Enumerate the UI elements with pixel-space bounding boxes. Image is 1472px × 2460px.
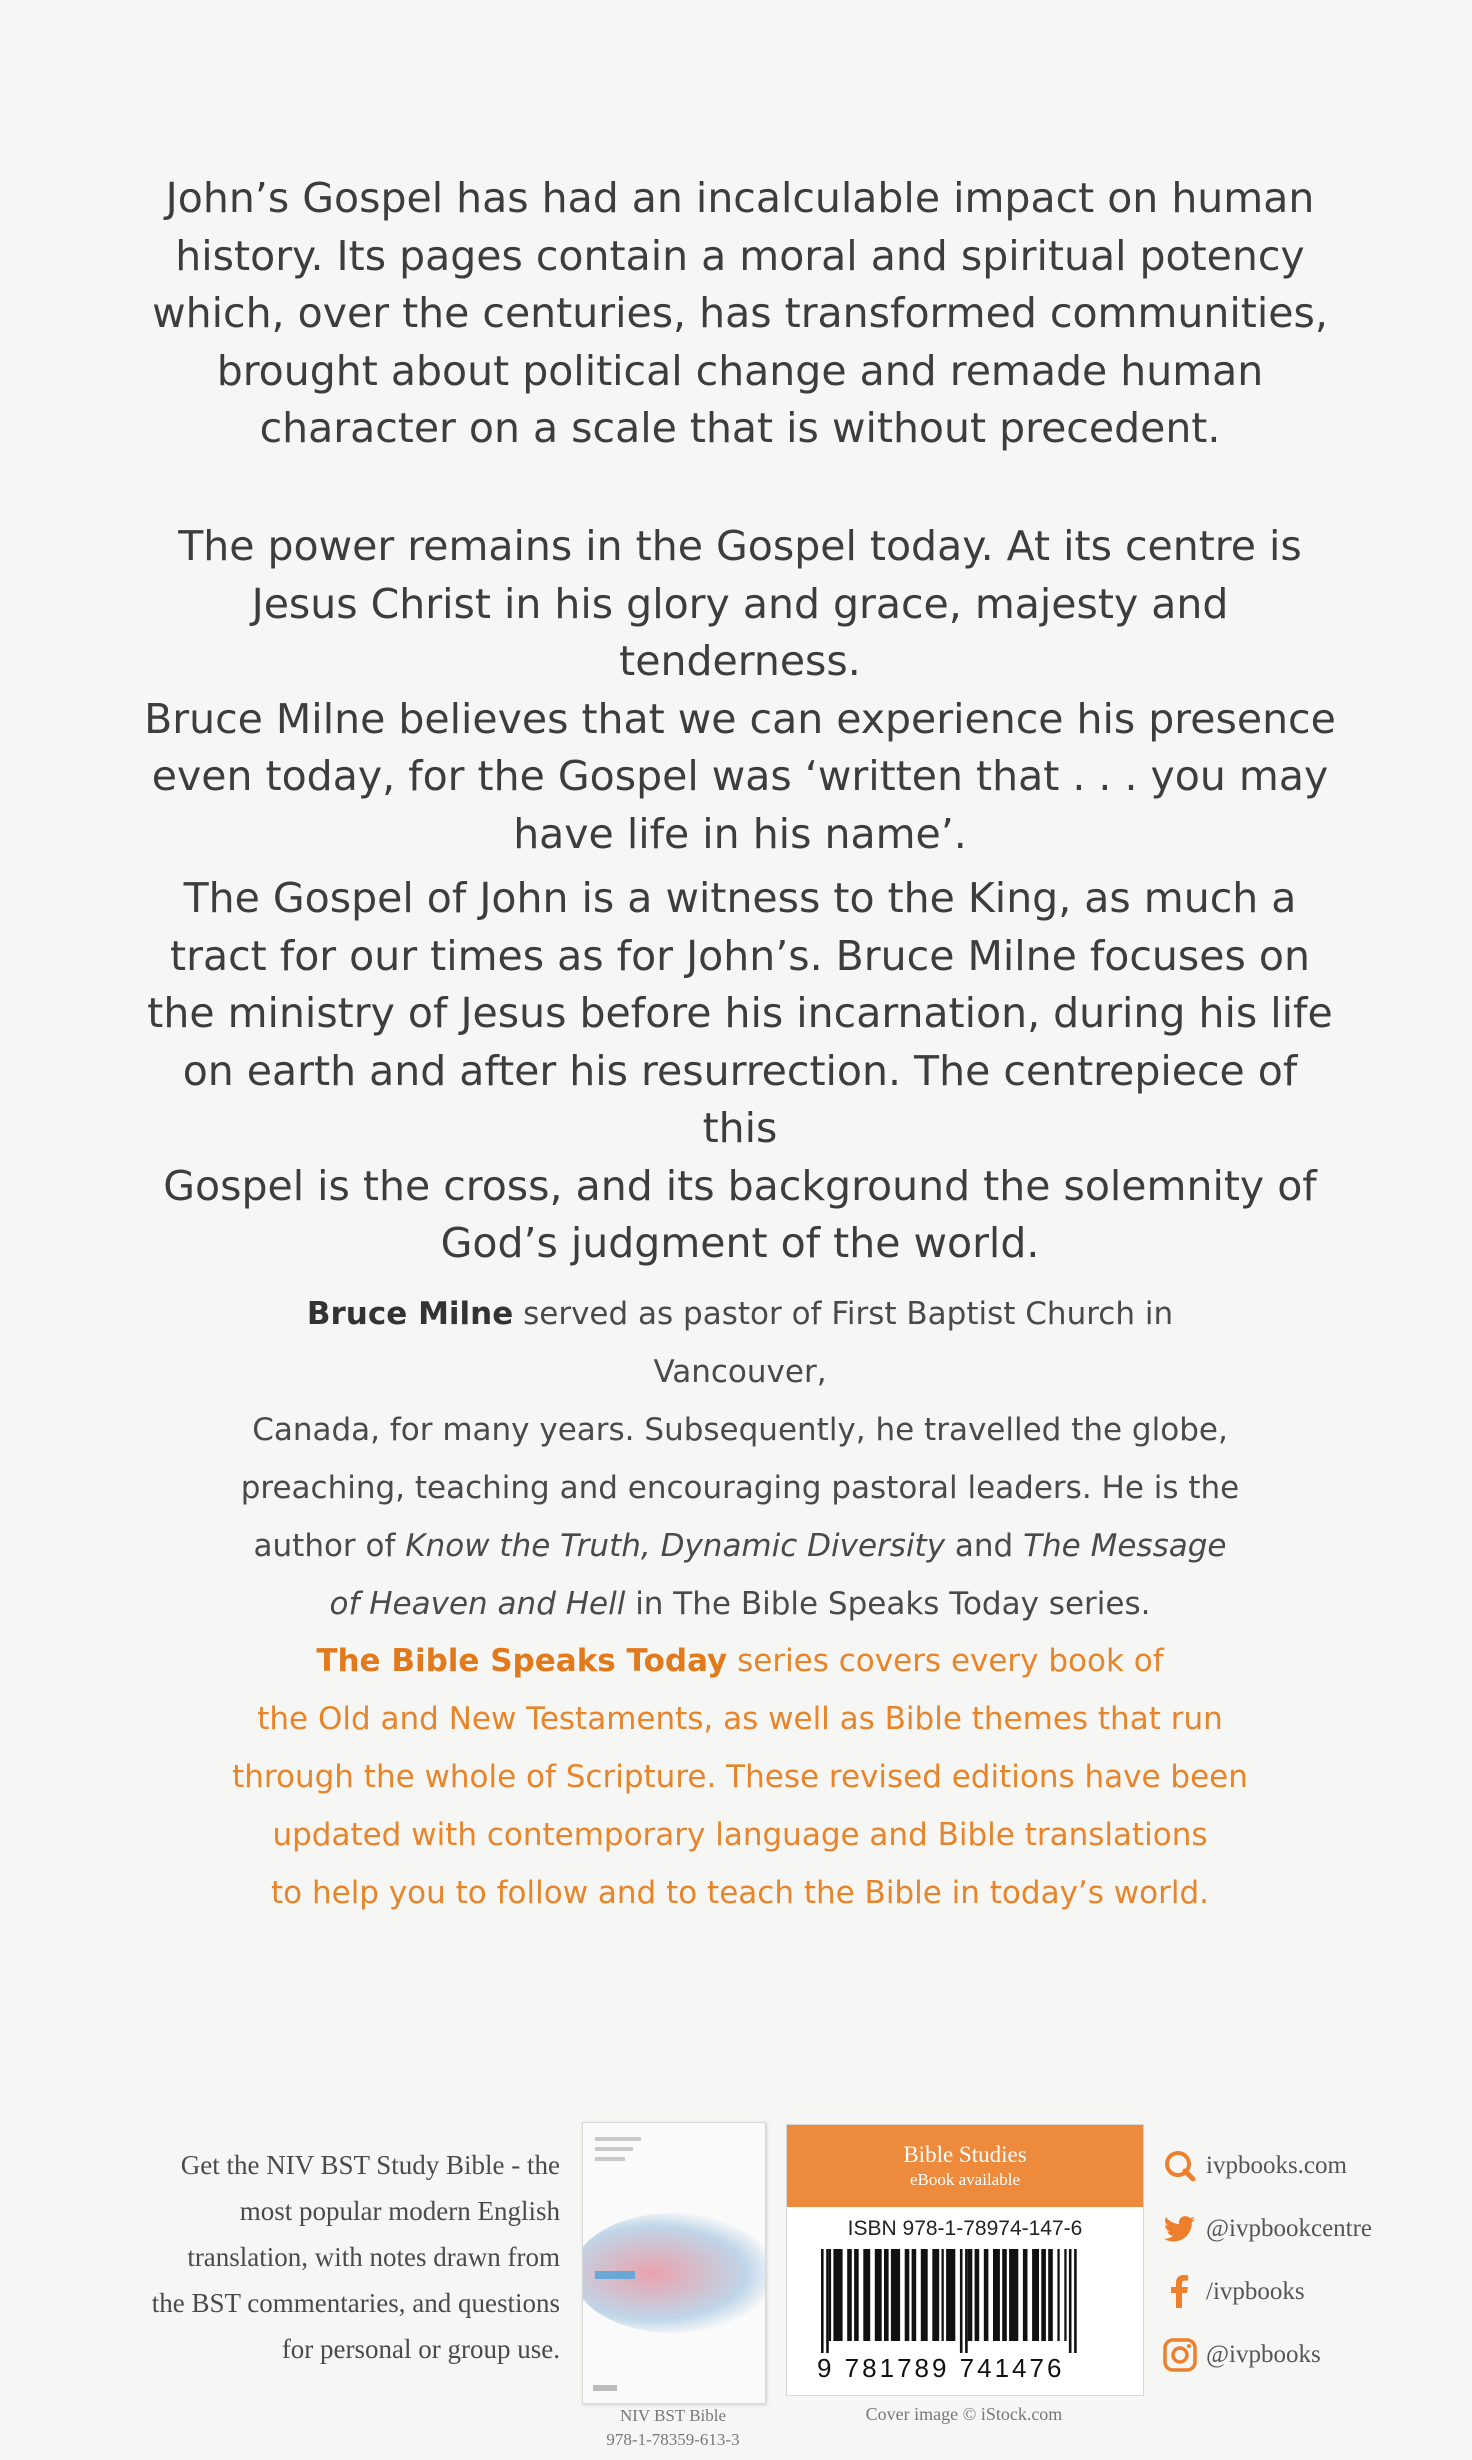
blurb-paragraph-3: [140, 870, 1340, 1273]
book-title: The Message: [1023, 1528, 1227, 1564]
isbn-barcode-box: [786, 2124, 1144, 2396]
bio-text: and: [945, 1528, 1024, 1564]
series-text: through the whole of Scripture. These revised editions have been: [232, 1759, 1248, 1795]
barcode-bar: [1048, 2249, 1053, 2341]
series-text: series covers every book of: [727, 1643, 1164, 1679]
barcode-bar: [891, 2249, 900, 2341]
blurb-line: which, over the centuries, has transformed communities,: [152, 289, 1328, 337]
barcode-bar: [863, 2249, 870, 2341]
barcode-guard-bar: [1069, 2249, 1072, 2353]
promo-line: translation, with notes drawn from: [187, 2242, 560, 2272]
facebook-handle: /ivpbooks: [1206, 2278, 1305, 2305]
barcode-bar: [975, 2249, 980, 2341]
blurb-line: Gospel is the cross, and its background the solemnity of: [163, 1161, 1317, 1210]
category-label: Bible Studies: [903, 2142, 1027, 2167]
publisher-links: [1162, 2146, 1372, 2398]
blurb-line: John’s Gospel has had an incalculable impact on human: [165, 174, 1315, 222]
barcode-bar: [829, 2249, 831, 2341]
barcode-bar: [1023, 2249, 1028, 2341]
barcode-bar: [993, 2249, 1000, 2341]
barcode-guard-bar: [960, 2249, 963, 2353]
blurb-line: brought about political change and remade human: [216, 346, 1264, 395]
barcode-guard-bar: [821, 2249, 824, 2353]
study-bible-promo: [70, 2142, 560, 2372]
series-text: the Old and New Testaments, as well as Bible themes that run: [257, 1701, 1223, 1737]
bio-text: served as pastor of First Baptist Church in Vancouver,: [513, 1296, 1174, 1390]
barcode-bar: [1032, 2249, 1039, 2341]
ebook-label: eBook available: [910, 2170, 1020, 2189]
cover-niv-band: [595, 2271, 635, 2279]
series-text: to help you to follow and to teach the Bible in today’s world.: [271, 1875, 1209, 1911]
bio-text: Canada, for many years. Subsequently, he travelled the globe,: [252, 1412, 1228, 1448]
promo-line: for personal or group use.: [281, 2334, 560, 2364]
blurb-line: on earth and after his resurrection. The centrepiece of this: [182, 1046, 1298, 1152]
blurb-paragraph-2: [140, 518, 1340, 863]
barcode-bar: [1041, 2249, 1046, 2341]
author-bio: [220, 1285, 1260, 1633]
blurb-line: character on a scale that is without precedent.: [259, 404, 1221, 452]
website-link[interactable]: [1162, 2146, 1372, 2186]
barcode-bar: [905, 2249, 910, 2341]
book-title: of Heaven and Hell: [329, 1586, 626, 1622]
facebook-icon: [1162, 2274, 1198, 2310]
website-text: ivpbooks.com: [1206, 2152, 1347, 2179]
barcode-bar: [1002, 2249, 1007, 2341]
twitter-handle: @ivpbookcentre: [1206, 2215, 1373, 2242]
blurb-line: tract for our times as for John’s. Bruce Milne focuses on: [170, 931, 1310, 980]
study-bible-isbn: 978-1-78359-613-3: [606, 2430, 740, 2449]
facebook-link[interactable]: [1162, 2272, 1372, 2312]
barcode-bar: [946, 2249, 955, 2341]
book-title: Know the Truth, Dynamic Diversity: [405, 1528, 946, 1564]
bio-text: author of: [253, 1528, 406, 1564]
series-name: The Bible Speaks Today: [316, 1643, 728, 1679]
barcode-guard-bar: [965, 2249, 968, 2353]
blurb-line: The power remains in the Gospel today. At its centre is: [178, 522, 1302, 570]
barcode-bar: [1057, 2249, 1059, 2341]
series-text: updated with contemporary language and Bible translations: [272, 1817, 1208, 1853]
barcode-bar: [921, 2249, 928, 2341]
barcode-bar: [984, 2249, 989, 2341]
search-icon: [1162, 2148, 1198, 2184]
category-band: [787, 2125, 1143, 2207]
blurb-line: the ministry of Jesus before his incarnation, during his life: [147, 989, 1333, 1037]
barcode-graphic: [815, 2249, 1115, 2353]
barcode-bar: [968, 2249, 973, 2341]
cover-logo-mark: [593, 2385, 617, 2391]
barcode-digits: 9 781789 741476: [817, 2353, 1065, 2383]
barcode-bar: [942, 2249, 944, 2341]
blurb-line: history. Its pages contain a moral and spiritual potency: [175, 231, 1305, 280]
study-bible-title: NIV BST Bible: [619, 2406, 727, 2425]
barcode-bar: [1064, 2249, 1066, 2341]
barcode-bar: [932, 2249, 939, 2341]
study-bible-caption: [560, 2404, 786, 2452]
barcode-guard-bar: [1074, 2249, 1077, 2353]
barcode-bar: [833, 2249, 842, 2341]
instagram-icon: [1162, 2337, 1198, 2373]
twitter-link[interactable]: [1162, 2209, 1372, 2249]
blurb-line: have life in his name’.: [513, 809, 967, 858]
twitter-bird-icon: [1162, 2211, 1198, 2247]
bio-text: preaching, teaching and encouraging pastoral leaders. He is the: [240, 1470, 1240, 1506]
study-bible-cover-image: [582, 2122, 766, 2404]
blurb-line: even today, for the Gospel was ‘written that . . . you may: [151, 752, 1329, 800]
author-name: Bruce Milne: [306, 1296, 514, 1332]
barcode-bar: [847, 2249, 852, 2341]
blurb-line: Jesus Christ in his glory and grace, majesty and tenderness.: [251, 579, 1229, 685]
barcode-bar: [884, 2249, 889, 2341]
blurb-line: The Gospel of John is a witness to the King, as much a: [183, 874, 1297, 922]
barcode-bar: [875, 2249, 882, 2341]
barcode-guard-bar: [826, 2249, 829, 2353]
bio-text: in The Bible Speaks Today series.: [625, 1586, 1151, 1622]
isbn-number: ISBN 978-1-78974-147-6: [847, 2217, 1083, 2240]
barcode-bar: [1009, 2249, 1018, 2341]
barcode-bar: [854, 2249, 859, 2341]
cover-title-marks: [595, 2137, 655, 2177]
blurb-paragraph-1: [140, 170, 1340, 458]
promo-line: the BST commentaries, and questions: [151, 2288, 560, 2318]
promo-line: Get the NIV BST Study Bible - the: [180, 2150, 560, 2180]
series-description: [220, 1632, 1260, 1922]
cover-image-credit: Cover image © iStock.com: [865, 2404, 1063, 2424]
instagram-link[interactable]: [1162, 2335, 1372, 2375]
blurb-line: Bruce Milne believes that we can experience his presence: [144, 694, 1336, 743]
barcode-bar: [912, 2249, 917, 2341]
blurb-line: God’s judgment of the world.: [440, 1219, 1040, 1267]
promo-line: most popular modern English: [239, 2196, 560, 2226]
instagram-handle: @ivpbooks: [1206, 2341, 1321, 2368]
